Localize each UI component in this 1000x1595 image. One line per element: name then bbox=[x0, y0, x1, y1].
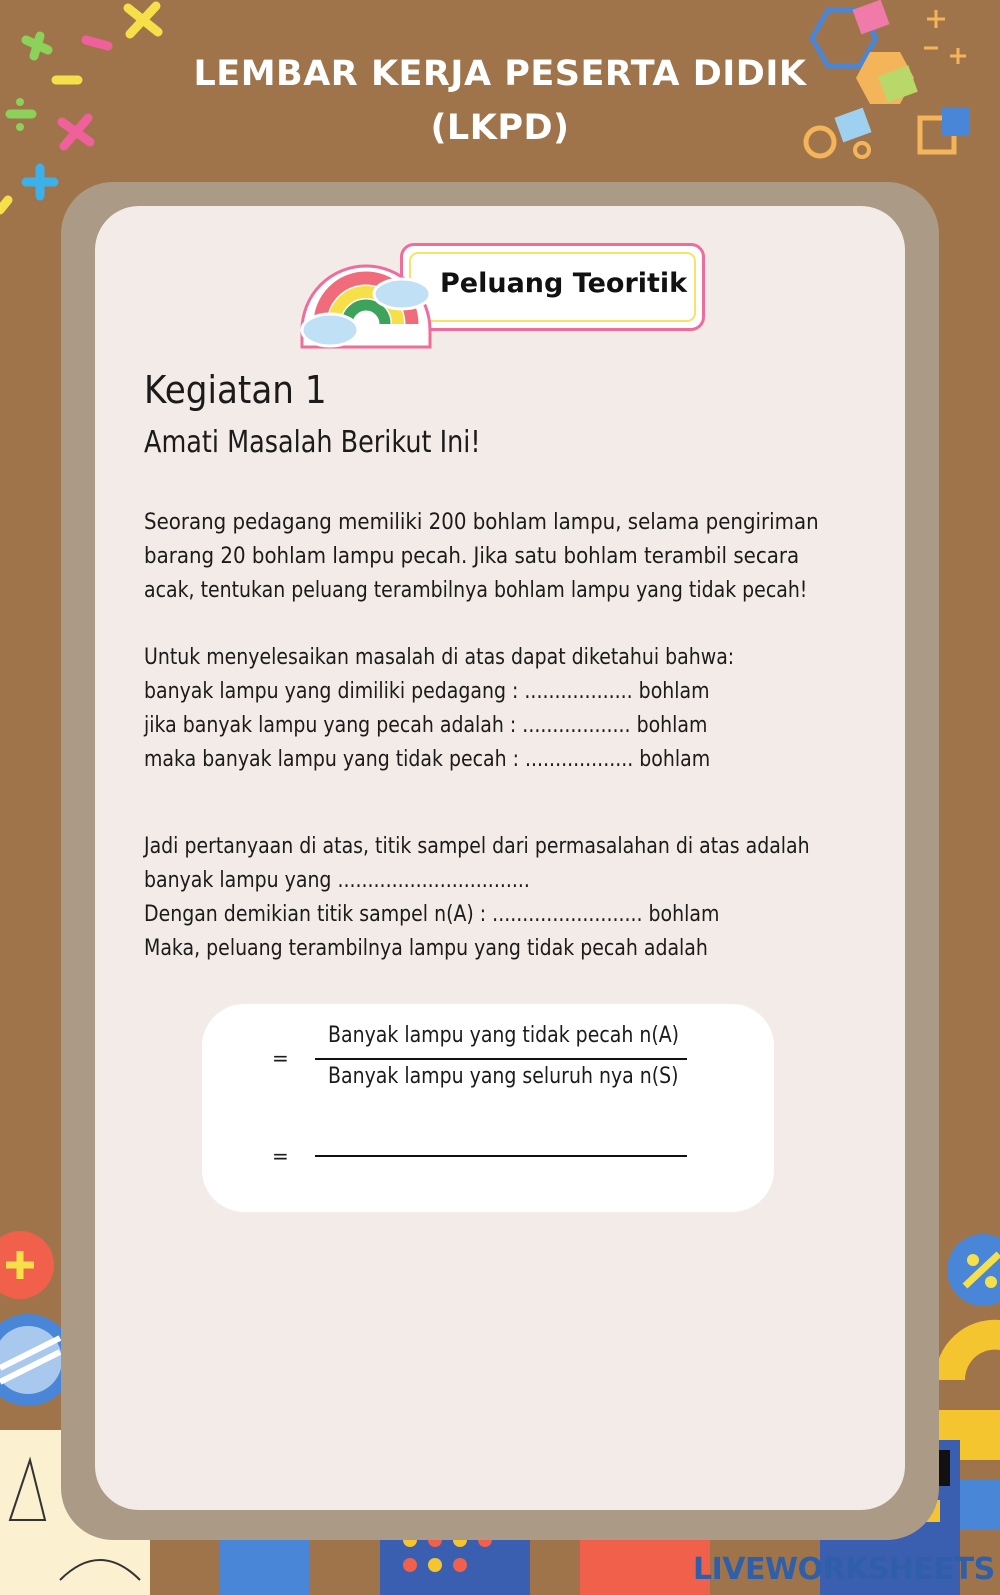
known-total-lamps: banyak lampu yang dimiliki pedagang : .................. bohlam bbox=[144, 679, 710, 704]
problem-line: acak, tentukan peluang terambilnya bohlam lampu yang tidak pecah! bbox=[144, 578, 808, 603]
equals-sign: = bbox=[272, 1046, 289, 1070]
conclusion-probability-intro: Maka, peluang terambilnya lampu yang tidak pecah adalah bbox=[144, 936, 708, 961]
activity-subtitle: Amati Masalah Berikut Ini! bbox=[144, 425, 481, 460]
fraction-denominator: Banyak lampu yang seluruh nya n(S) bbox=[328, 1064, 679, 1089]
topic-badge-label: Peluang Teoritik bbox=[440, 268, 688, 299]
known-intro: Untuk menyelesaikan masalah di atas dapat diketahui bahwa: bbox=[144, 645, 735, 670]
conclusion-lamp-blank: banyak lampu yang ................................ bbox=[144, 868, 530, 893]
problem-statement bbox=[144, 506, 826, 608]
known-broken-lamps: jika banyak lampu yang pecah adalah : .................. bohlam bbox=[144, 713, 708, 738]
problem-line: barang 20 bohlam lampu pecah. Jika satu bohlam terambil secara bbox=[144, 544, 800, 569]
worksheet-title-abbreviation: (LKPD) bbox=[430, 108, 570, 148]
fraction-numerator: Banyak lampu yang tidak pecah n(A) bbox=[328, 1023, 680, 1048]
known-values bbox=[144, 641, 826, 777]
answer-blank-line[interactable] bbox=[315, 1155, 687, 1157]
conclusion-sample-count: Dengan demikian titik sampel n(A) : ......................... bohlam bbox=[144, 902, 720, 927]
liveworksheets-logo: LIVEWORKSHEETS bbox=[693, 1552, 995, 1587]
activity-title: Kegiatan 1 bbox=[144, 368, 327, 412]
problem-line: Seorang pedagang memiliki 200 bohlam lampu, selama pengiriman bbox=[144, 510, 819, 535]
equals-sign: = bbox=[272, 1144, 289, 1168]
conclusion bbox=[144, 830, 826, 966]
worksheet-title: LEMBAR KERJA PESERTA DIDIK bbox=[193, 54, 807, 94]
fraction-bar bbox=[315, 1058, 687, 1060]
conclusion-sample-point: Jadi pertanyaan di atas, titik sampel dari permasalahan di atas adalah bbox=[144, 834, 810, 859]
left-side-decoration bbox=[0, 1220, 65, 1410]
rainbow-icon bbox=[292, 212, 442, 362]
known-unbroken-lamps: maka banyak lampu yang tidak pecah : .................. bohlam bbox=[144, 747, 711, 772]
